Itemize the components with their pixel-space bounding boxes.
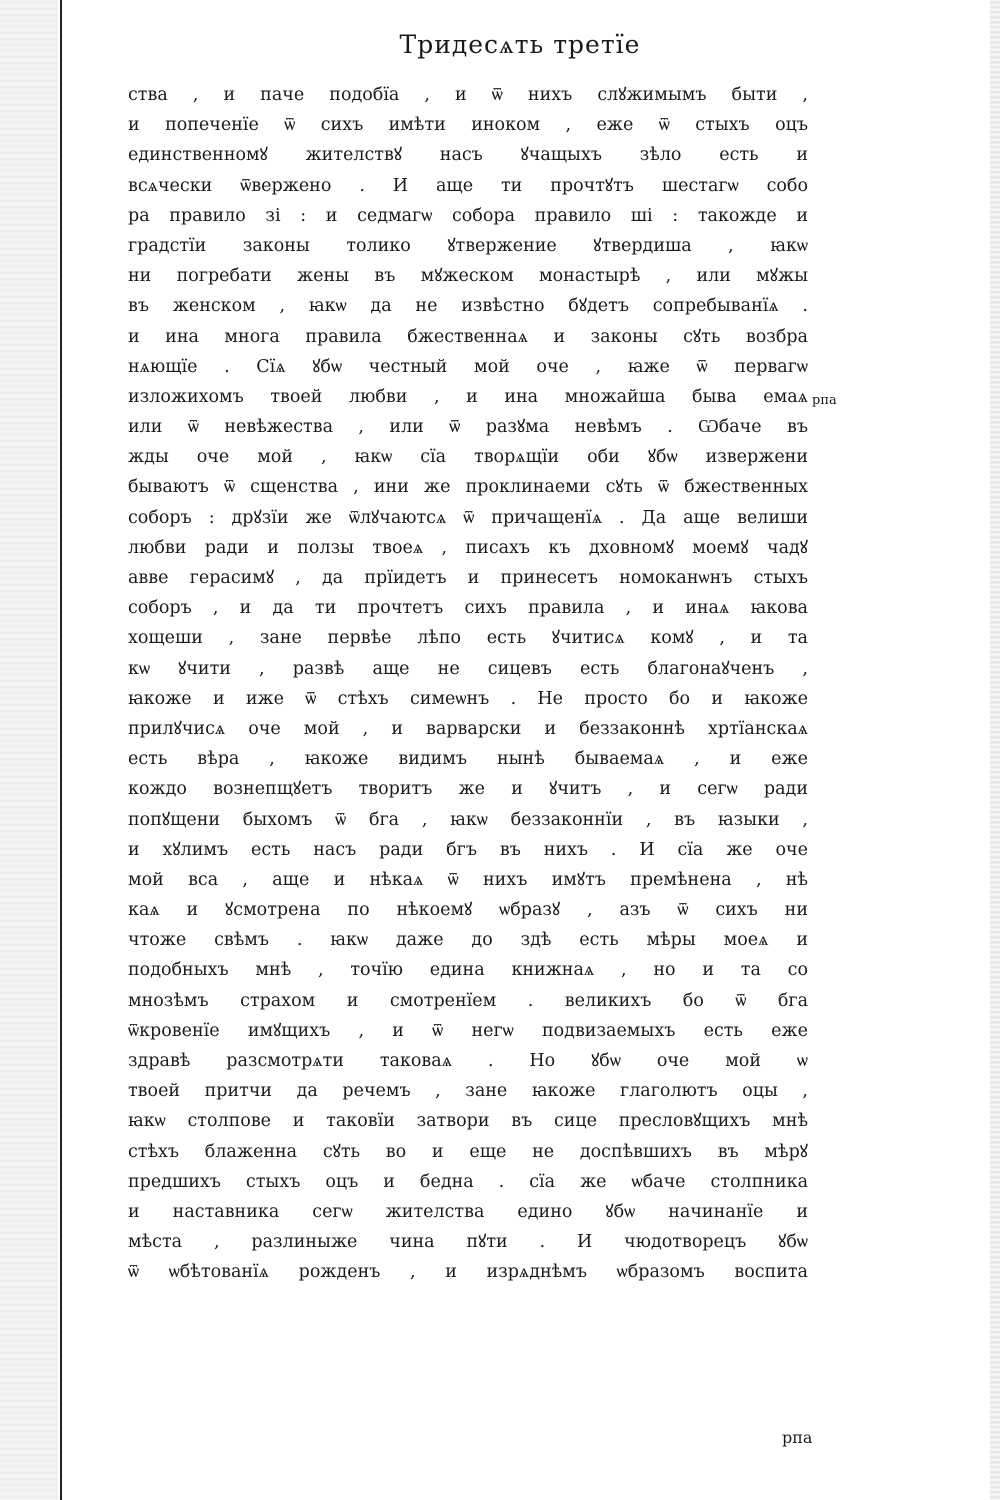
text-line: ѿкровенїе имꙋщихъ , и ѿ негѡ подвизаемыхъ есть еже (128, 1020, 808, 1041)
text-line: въ женском , ꙗкѡ да не извѣстно бꙋдетъ сопребыванїѧ . (128, 296, 808, 317)
text-line: единственномꙋ жителствꙋ насъ ꙋчащыхъ зѣло есть и (128, 145, 808, 166)
scan-edge-right (990, 0, 1000, 1500)
text-line: ра правило зі : и седмагѡ собора правило ші : такожде и (128, 205, 808, 226)
text-line: стѣхъ блаженна сꙋть во и еще не доспѣвшихъ въ мѣрꙋ (128, 1141, 808, 1162)
text-line: жды оче мой , ꙗкѡ сїа творѧщїи оби ꙋбѡ извержени (128, 447, 808, 468)
text-line: и ина многа правила бжественнаѧ и законы сꙋть возбра (128, 326, 808, 347)
text-line: ꙗкѡ столпове и таковїи затвори въ сице пресловꙋщихъ мнѣ (128, 1111, 808, 1132)
text-line: мѣста , разлиныже чина пꙋти . И чюдотворецъ ꙋбѡ (128, 1232, 808, 1253)
text-line: ни погребати жены въ мꙋжеском монастырѣ , или мꙋжы (128, 266, 808, 287)
text-line: здравѣ разсмотрѧти таковаѧ . Но ꙋбѡ оче мой ѡ (128, 1051, 808, 1071)
text-line: любви ради и ползы твоеѧ , писахъ къ дховномꙋ моемꙋ чадꙋ (128, 537, 808, 558)
text-line: авве герасимꙋ , да прїидетъ и принесетъ номоканѡнъ стыхъ (128, 568, 808, 588)
text-line: предшихъ стыхъ оцъ и бедна . сїа же ѡбаче столпника (128, 1171, 808, 1192)
text-line: бываютъ ѿ сщенства , ини же проклинаеми сꙋть ѿ бжественных (128, 477, 808, 498)
text-line: соборъ : дрꙋзїи же ѿлꙋчаютсѧ ѿ причащенїѧ . Да аще велиши (128, 507, 808, 528)
text-line: есть вѣра , ꙗкоже видимъ нынѣ бываемаѧ , и еже (128, 749, 808, 770)
text-line: и хꙋлимъ есть насъ ради бгъ въ нихъ . И сїа же оче (128, 839, 808, 860)
text-line: подобныхъ мнѣ , точїю едина книжнаѧ , но и та со (128, 960, 808, 981)
text-line: нѧющїе . Сїѧ ꙋбѡ честный мой оче , ꙗже ѿ первагѡ (128, 356, 808, 377)
text-line: хощеши , зане первѣе лѣпо есть ꙋчитисѧ комꙋ , и та (128, 628, 808, 649)
text-line: твоей притчи да речемъ , зане ꙗкоже глаголютъ оцы , (128, 1081, 808, 1102)
text-line: ства , и паче подобїа , и ѿ нихъ слꙋжимымъ быти , (128, 85, 808, 105)
margin-note: рпа (812, 393, 837, 408)
page-border-rule (60, 0, 62, 1500)
text-line: градстїи законы толико ꙋтвержение ꙋтвердиша , ꙗкѡ (128, 235, 808, 256)
text-line: и попеченїе ѿ сихъ имѣти иноком , еже ѿ стыхъ оцъ (128, 115, 808, 136)
text-line: кѡ ꙋчити , развѣ аще не сицевъ есть благонаꙋченъ , (128, 658, 808, 679)
folio-number: рпа (782, 1428, 813, 1447)
text-line: ѿ ѡбѣтованїѧ рожденъ , и изрѧднѣмъ ѡбразомъ воспита (128, 1262, 808, 1283)
body-text (128, 80, 808, 1288)
text-line: или ѿ невѣжества , или ѿ разꙋма невѣмъ . Ѡбаче въ (128, 417, 808, 438)
text-line: кождо вознепщꙋетъ творитъ же и ꙋчитъ , и сегѡ ради (128, 779, 808, 800)
running-head: Тридесѧть третїе (399, 30, 641, 59)
text-line: попꙋщени быхомъ ѿ бга , ꙗкѡ беззаконнїи , въ ꙗзыки , (128, 809, 808, 830)
text-line: каѧ и ꙋсмотрена по нѣкоемꙋ ѡбразꙋ , азъ ѿ сихъ ни (128, 900, 808, 921)
scan-edge-left (0, 0, 58, 1500)
text-line: соборъ , и да ти прочтетъ сихъ правила , и инаѧ ꙗкова (128, 598, 808, 619)
text-line: и наставника сегѡ жителства едино ꙋбѡ начинанїе и (128, 1201, 808, 1222)
text-line: мой вса , аще и нѣкаѧ ѿ нихъ имꙋтъ премѣнена , нѣ (128, 869, 808, 890)
text-line: прилꙋчисѧ оче мой , и варварски и беззаконнѣ хртїанскаѧ (128, 718, 808, 739)
text-line: изложихомъ твоей любви , и ина множайша быва емаѧ (128, 386, 808, 407)
text-line: мнозѣмъ страхом и смотренїем . великихъ бо ѿ бга (128, 990, 808, 1011)
text-line: чтоже свѣмъ . ꙗкѡ даже до здѣ есть мѣры моеѧ и (128, 930, 808, 951)
text-line: ꙗкоже и иже ѿ стѣхъ симеѡнъ . Не просто бо и ꙗкоже (128, 688, 808, 709)
text-line: всѧчески ѿвержено . И аще ти прочтꙋтъ шестагѡ собо (128, 175, 808, 196)
